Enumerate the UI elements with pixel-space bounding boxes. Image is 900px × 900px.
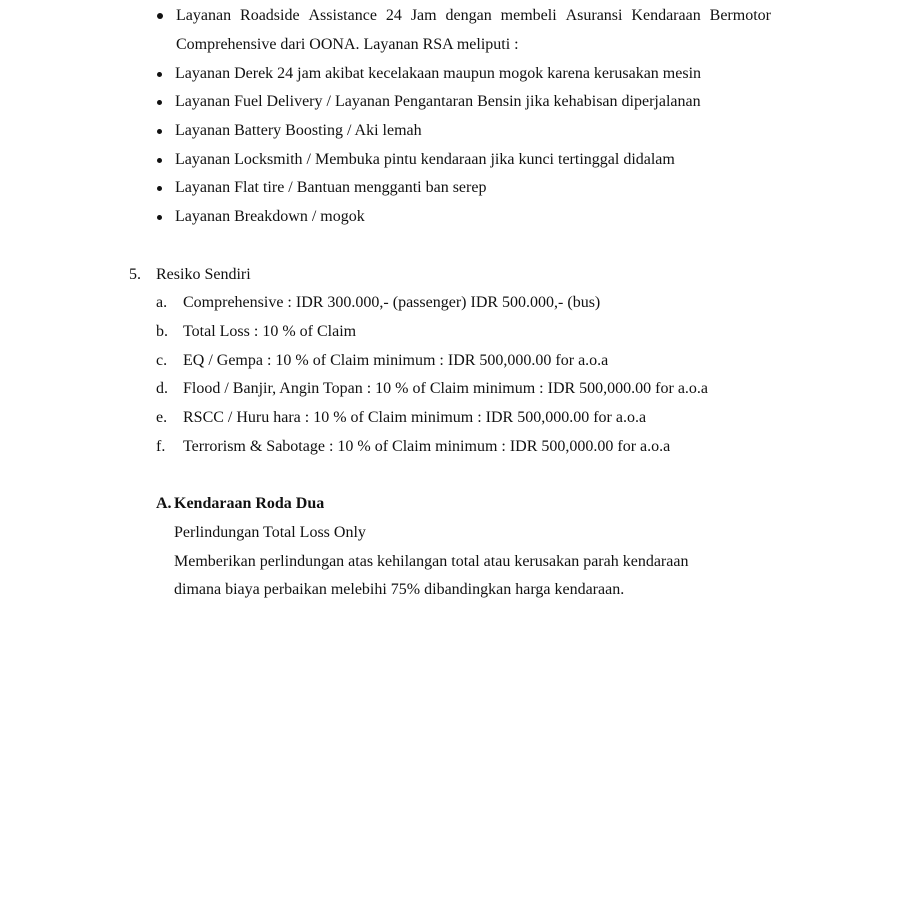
list-item: Comprehensive : IDR 300.000,- (passenger) IDR 500.000,- (bus) [183,294,601,311]
list-item-letter: e. [156,409,168,426]
subsection-description-line: dimana biaya perbaikan melebihi 75% dibandingkan harga kendaraan. [174,581,625,598]
list-item-letter: b. [156,323,168,340]
rsa-intro-word: membeli [500,7,557,24]
section-title: Resiko Sendiri [156,266,251,283]
section-number: 5. [129,266,141,283]
bullet-icon [157,100,162,105]
subsection-letter: A. [156,495,172,512]
rsa-intro-word: Asuransi [565,7,623,24]
list-item: RSCC / Huru hara : 10 % of Claim minimum : IDR 500,000.00 for a.o.a [183,409,647,426]
rsa-service-item: Layanan Locksmith / Membuka pintu kendaraan jika kunci tertinggal didalam [175,151,675,168]
rsa-intro-word: Jam [410,7,437,24]
rsa-service-item: Layanan Fuel Delivery / Layanan Pengantaran Bensin jika kehabisan diperjalanan [175,93,701,110]
rsa-intro-word: Roadside [240,7,300,24]
list-item-letter: f. [156,438,166,455]
list-item-letter: a. [156,294,168,311]
rsa-intro-word: Layanan [176,7,232,24]
bullet-icon [157,186,162,191]
bullet-icon [157,215,162,220]
subsection-description-line: Memberikan perlindungan atas kehilangan total atau kerusakan parah kendaraan [174,553,689,570]
list-item-letter: c. [156,352,168,369]
subsection-title: Kendaraan Roda Dua [174,495,325,512]
bullet-icon [157,129,162,134]
rsa-service-item: Layanan Battery Boosting / Aki lemah [175,122,422,139]
rsa-intro-word: 24 [385,7,402,24]
list-item: Flood / Banjir, Angin Topan : 10 % of Claim minimum : IDR 500,000.00 for a.o.a [183,380,709,397]
list-item: Total Loss : 10 % of Claim [183,323,357,340]
subsection-subtitle: Perlindungan Total Loss Only [174,524,366,541]
rsa-service-item: Layanan Breakdown / mogok [175,208,365,225]
bullet-icon [157,72,162,77]
rsa-intro-word: dengan [445,7,492,24]
rsa-intro-continuation: Comprehensive dari OONA. Layanan RSA meliputi : [176,36,519,53]
rsa-intro-word: Bermotor [709,7,771,24]
list-item: EQ / Gempa : 10 % of Claim minimum : IDR 500,000.00 for a.o.a [183,352,609,369]
bullet-icon [157,13,163,19]
rsa-intro-word: Assistance [308,7,377,24]
rsa-service-item: Layanan Flat tire / Bantuan mengganti ban serep [175,179,487,196]
rsa-intro-line [176,6,771,26]
rsa-service-item: Layanan Derek 24 jam akibat kecelakaan maupun mogok karena kerusakan mesin [175,65,702,82]
rsa-intro-word: Kendaraan [631,7,701,24]
list-item: Terrorism & Sabotage : 10 % of Claim minimum : IDR 500,000.00 for a.o.a [183,438,671,455]
list-item-letter: d. [156,380,168,397]
bullet-icon [157,158,162,163]
